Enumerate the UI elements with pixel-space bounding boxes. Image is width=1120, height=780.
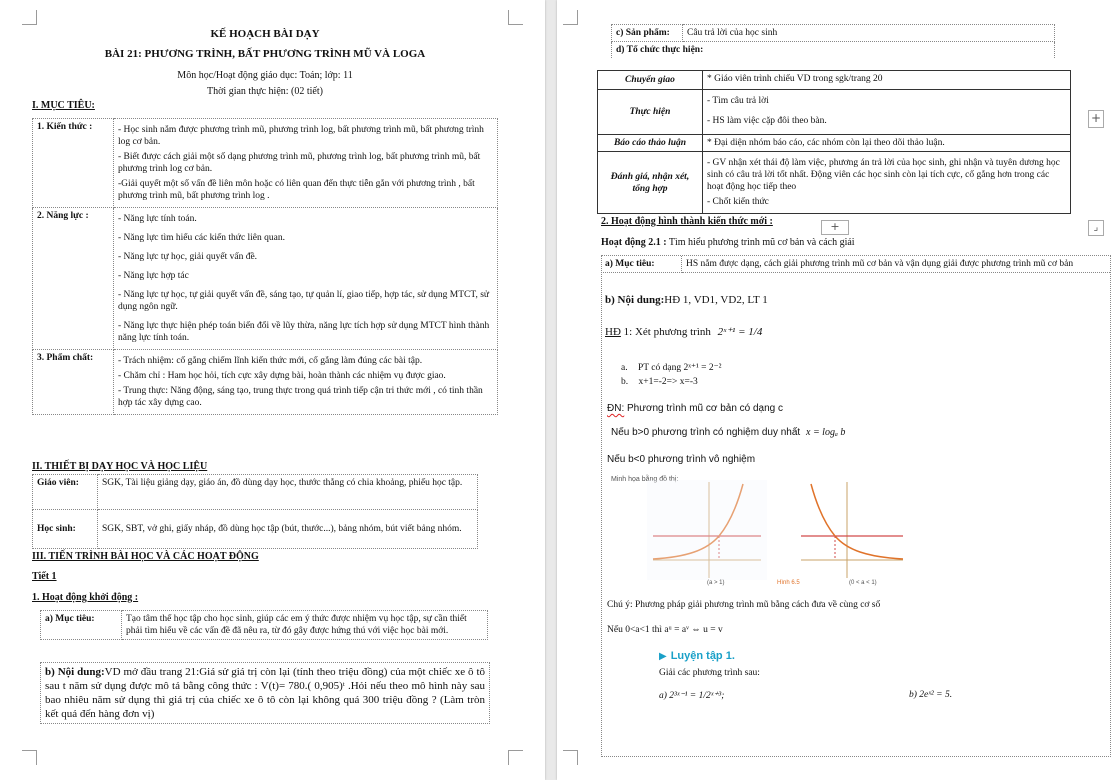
goal-label: a) Mục tiêu: bbox=[601, 256, 682, 273]
quality-item: - Trách nhiệm: cố gắng chiếm lĩnh kiến thức mới, cố gắng làm đúng các bài tập. bbox=[118, 356, 423, 366]
step-b-marker: b. bbox=[621, 377, 629, 387]
goal-cell: HS nắm được dạng, cách giải phương trình mũ cơ bản và vận dụng giải được phương trình mũ cơ bản bbox=[682, 256, 1111, 273]
page-corner-mark bbox=[22, 10, 37, 25]
activity1-goal-table bbox=[40, 610, 488, 640]
content-label: b) Nội dung: bbox=[605, 294, 665, 306]
goal-cell: Tạo tâm thế học tập cho học sinh, giúp các em ý thức được nhiệm vụ học tập, sự cần thiết phải tìm hiểu về các vấn đề đã nêu ra, từ đó gây được hứng thú với việc học bài mới. bbox=[122, 611, 488, 640]
quality-item: - Trung thực: Năng động, sáng tạo, trung thực trong quá trình tiếp cận tri thức mới , có tinh thần hợp tác xây dựng cao. bbox=[118, 386, 483, 408]
org-row-text: - HS làm việc cặp đôi theo bàn. bbox=[707, 116, 827, 126]
page-corner-mark bbox=[22, 750, 37, 765]
page-left bbox=[0, 0, 545, 780]
graph-a-less-1 bbox=[797, 480, 907, 580]
exercise-b: b) 2eˣ² = 5. bbox=[909, 690, 953, 700]
skills-label: 2. Năng lực : bbox=[33, 208, 114, 350]
student-label: Học sinh: bbox=[33, 510, 98, 549]
page-right bbox=[557, 0, 1120, 780]
activity2-title: 2. Hoạt động hình thành kiến thức mới : bbox=[601, 216, 773, 227]
organization-table bbox=[597, 70, 1071, 214]
section-objectives: I. MỤC TIÊU: bbox=[32, 100, 95, 111]
skill-item: - Năng lực tìm hiểu các kiến thức liên quan. bbox=[118, 233, 285, 243]
teacher-label: Giáo viên: bbox=[33, 475, 98, 510]
skill-item: - Năng lực tự học, giải quyết vấn đề. bbox=[118, 252, 258, 262]
equipment-table bbox=[32, 474, 478, 549]
student-cell: SGK, SBT, vở ghi, giấy nháp, đồ dùng học tập (bút, thước...), bảng nhóm, bút viết bảng nhóm. bbox=[98, 510, 478, 549]
org-row-text: * Đại diện nhóm báo cáo, các nhóm còn lại theo dõi thảo luận. bbox=[703, 135, 1071, 152]
skills-cell bbox=[114, 208, 498, 350]
case1-line bbox=[611, 427, 845, 438]
content-text: HĐ 1, VD1, VD2, LT 1 bbox=[664, 294, 768, 306]
objectives-table bbox=[32, 118, 498, 415]
time-line: Thời gian thực hiện: (02 tiết) bbox=[207, 86, 323, 97]
org-row-label: Chuyển giao bbox=[598, 71, 703, 90]
org-row-label: Báo cáo thảo luận bbox=[598, 135, 703, 152]
org-row-text: * Giáo viên trình chiếu VD trong sgk/trang 20 bbox=[703, 71, 1071, 90]
graph-left-cond: (a > 1) bbox=[707, 580, 725, 586]
activity1-title: 1. Hoạt động khởi động : bbox=[32, 592, 139, 603]
section-process: III. TIẾN TRÌNH BÀI HỌC VÀ CÁC HOẠT ĐỘNG bbox=[32, 551, 259, 562]
skill-item: - Năng lực tính toán. bbox=[118, 214, 197, 224]
definition-text: Phương trình mũ cơ bản có dạng c bbox=[627, 403, 784, 414]
quality-cell bbox=[114, 350, 498, 415]
decay-curve bbox=[811, 484, 903, 559]
insert-below-button[interactable]: + bbox=[821, 220, 849, 235]
case2-line: Nếu b<0 phương trình vô nghiệm bbox=[607, 454, 756, 465]
graph-background bbox=[647, 480, 767, 580]
step-a bbox=[621, 362, 722, 373]
practice-heading bbox=[659, 646, 735, 664]
knowledge-cell bbox=[114, 119, 498, 208]
add-row-button[interactable]: + bbox=[1088, 110, 1104, 128]
note-equation: Nếu 0<a<1 thì aᵘ = aᵛ ⇔ u = v bbox=[607, 625, 723, 635]
hd1-line bbox=[605, 325, 762, 338]
case1-equation: x = logₐ b bbox=[806, 427, 846, 438]
org-row-text: - Tìm câu trả lời bbox=[707, 96, 769, 106]
content-text: VD mở đầu trang 21:Giá sử giá trị còn lại (tính theo triệu đồng) của một chiếc xe ô tô sau t năm sử dụng được mô tả bằng công thức : V(t)= 780.( 0,905)ᵗ .Hỏi nếu theo mô hình này sau bao nhiêu năm sử dụng thì giá trị của chiếc xe ô tô còn lại không quá 300 triệu đồng ? (Làm tròn kết quả đến hàng đơn vị) bbox=[45, 666, 485, 720]
knowledge-item: - Biết được cách giải một số dạng phương trình mũ, phương trình log, bất phương trình mũ, bất phương trình log cơ bản. bbox=[118, 152, 481, 174]
page-corner-mark bbox=[563, 10, 578, 25]
practice-title: Luyện tập 1. bbox=[670, 650, 735, 662]
knowledge-label: 1. Kiến thức : bbox=[33, 119, 114, 208]
graph-figure-label: Hình 6.5 bbox=[777, 580, 800, 586]
content-label: b) Nội dung: bbox=[45, 666, 105, 678]
knowledge-item: -Giải quyết một số vấn đề liên môn hoặc có liên quan đến thực tiễn gắn với phương trình , bất phương trình mũ, bất phương trình log . bbox=[118, 179, 475, 201]
hd1-label: HĐ bbox=[605, 326, 621, 338]
plan-title: KẾ HOẠCH BÀI DẠY bbox=[210, 28, 320, 40]
org-row-text: - GV nhận xét thái độ làm việc, phương án trả lời của học sinh, ghi nhận và tuyên dương học sinh có câu trả lời tốt nhất. Động viên các học sinh còn lại tích cực, cố gắng hơn trong các hoạt động học tiếp theo bbox=[707, 158, 1060, 192]
practice-intro: Giải các phương trình sau: bbox=[659, 668, 760, 678]
org-row-label: Thực hiện bbox=[598, 90, 703, 135]
activity21-label: Hoạt động 2.1 : bbox=[601, 237, 667, 248]
org-row-label: Đánh giá, nhận xét, tổng hợp bbox=[598, 152, 703, 214]
graph-illustration bbox=[611, 476, 911, 588]
graph-caption: Minh họa bằng đồ thị: bbox=[611, 476, 679, 483]
section-equipment: II. THIẾT BỊ DẠY HỌC VÀ HỌC LIỆU bbox=[32, 461, 208, 472]
org-row-cell bbox=[703, 90, 1071, 135]
hd1-equation: 2ˣ⁺¹ = 1/4 bbox=[717, 326, 763, 338]
activity1-content bbox=[40, 662, 490, 724]
definition-label: ĐN: bbox=[607, 403, 625, 414]
subject-line: Môn học/Hoạt động giáo dục: Toán; lớp: 11 bbox=[177, 70, 353, 81]
skill-item: - Năng lực thực hiện phép toán biến đổi về lũy thừa, năng lực tích hợp sử dụng MTCT hình thành năng lực tính toán. bbox=[118, 321, 490, 343]
step-b bbox=[621, 377, 698, 387]
product-cell: Câu trả lời của học sinh bbox=[683, 25, 1055, 42]
step-b-text: x+1=-2=> x=-3 bbox=[638, 377, 698, 387]
activity21-line bbox=[601, 237, 855, 248]
skill-item: - Năng lực hợp tác bbox=[118, 271, 189, 281]
skill-item: - Năng lực tự học, tự giải quyết vấn đề, sáng tạo, tự quản lí, giao tiếp, hợp tác, sử dụng MTCT, sử dụng ngôn ngữ. bbox=[118, 290, 490, 312]
period-label: Tiết 1 bbox=[32, 571, 57, 582]
org-label: d) Tổ chức thực hiện: bbox=[612, 42, 1055, 59]
graph-right-cond: (0 < a < 1) bbox=[849, 580, 877, 586]
step-a-text: PT có dạng 2ˣ⁺¹ = 2⁻² bbox=[637, 363, 722, 373]
goal-label: a) Mục tiêu: bbox=[41, 611, 122, 640]
teacher-cell: SGK, Tài liệu giảng dạy, giáo án, đồ dùng dạy học, thước thẳng có chia khoảng, phiếu học tập. bbox=[98, 475, 478, 510]
case1-text: Nếu b>0 phương trình có nghiệm duy nhất bbox=[611, 427, 801, 438]
note-line: Chú ý: Phương pháp giải phương trình mũ bằng cách đưa về cùng cơ số bbox=[607, 600, 881, 610]
org-row-text: - Chốt kiến thức bbox=[707, 197, 769, 207]
page-corner-mark bbox=[563, 750, 578, 765]
product-label: c) Sản phẩm: bbox=[612, 25, 683, 42]
table-resize-handle[interactable]: ⌟ bbox=[1088, 220, 1104, 236]
lesson-title: BÀI 21: PHƯƠNG TRÌNH, BẤT PHƯƠNG TRÌNH MŨ VÀ LOGA bbox=[104, 48, 426, 60]
quality-label: 3. Phẩm chất: bbox=[33, 350, 114, 415]
activity21-goal-table bbox=[601, 256, 1110, 273]
step-a-marker: a. bbox=[621, 363, 628, 373]
definition-line bbox=[607, 403, 783, 414]
graph-a-greater-1 bbox=[647, 480, 767, 580]
page-corner-mark bbox=[508, 10, 523, 25]
product-table bbox=[611, 24, 1055, 58]
practice-icon: ▶ bbox=[659, 651, 667, 662]
hd1-text: 1: Xét phương trình bbox=[623, 326, 711, 338]
activity21-content-line bbox=[605, 294, 768, 306]
activity21-text: Tìm hiểu phương trình mũ cơ bản và cách giải bbox=[668, 237, 855, 248]
knowledge-item: - Học sinh nắm được phương trình mũ, phương trình log, bất phương trình mũ, bất phương trình log cơ bản. bbox=[118, 125, 484, 147]
page-corner-mark bbox=[508, 750, 523, 765]
quality-item: - Chăm chỉ : Ham học hỏi, tích cực xây dựng bài, hoàn thành các nhiệm vụ được giao. bbox=[118, 371, 446, 381]
exercise-a: a) 2³ˣ⁻¹ = 1/2ˣ⁺³; bbox=[659, 691, 725, 701]
org-row-cell bbox=[703, 152, 1071, 214]
